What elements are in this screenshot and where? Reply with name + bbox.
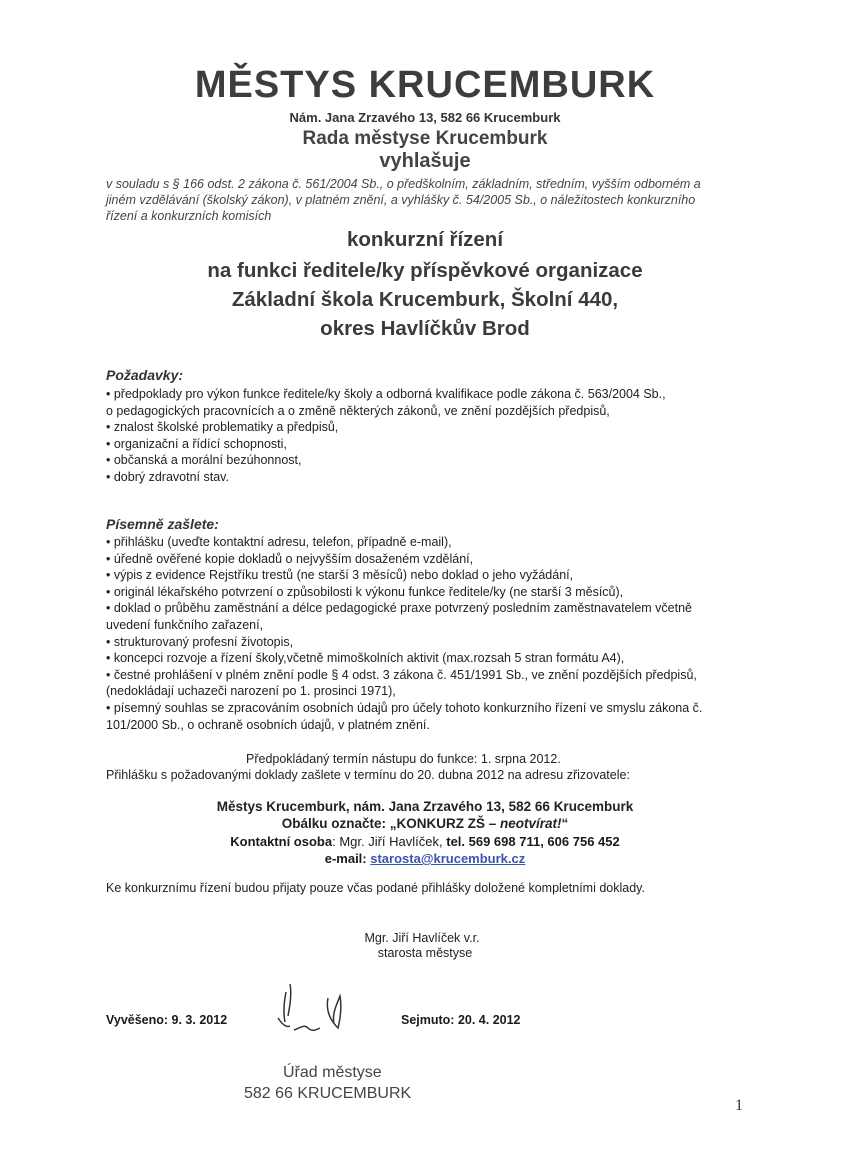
documents-list	[106, 534, 706, 733]
list-item: • písemný souhlas se zpracováním osobních údajů pro účely tohoto konkurzního řízení ve smyslu zákona č. 101/2000 Sb., o ochraně osobních údajů, v platném znění.	[106, 700, 706, 733]
list-item: • originál lékařského potvrzení o způsobilosti k výkonu funkce ředitele/ky (ne starší 3 měsíců),	[106, 584, 706, 601]
competition-line-1: konkurzní řízení	[346, 228, 504, 251]
list-item: • občanská a morální bezúhonnost,	[106, 452, 666, 469]
list-item: • dobrý zdravotní stav.	[106, 469, 666, 486]
council-name: Rada městyse Krucemburk	[302, 128, 548, 149]
email-link[interactable]: starosta@krucemburk.cz	[370, 851, 526, 866]
list-item: • organizační a řídící schopnosti,	[106, 436, 666, 453]
deadline-text: Přihlášku s požadovanými doklady zašlete v termínu do 20. dubna 2012 na adresu zřizovatele:	[106, 768, 630, 782]
list-item: • doklad o průběhu zaměstnání a délce pedagogické praxe potvrzený posledním zaměstnavatelem včetně uvedení funkčního zařazení,	[106, 600, 706, 633]
municipality-address: Nám. Jana Zrzavého 13, 582 66 Krucemburk	[289, 110, 561, 125]
contact-email-line: e-mail: starosta@krucemburk.cz	[324, 851, 526, 866]
page-title: MĚSTYS KRUCEMBURK	[194, 64, 656, 106]
announces-heading: vyhlašuje	[379, 150, 471, 172]
contact-address: Městys Krucemburk, nám. Jana Zrzavého 13, 582 66 Krucemburk	[216, 799, 634, 814]
requirements-list	[106, 386, 666, 486]
start-date-text: Předpokládaný termín nástupu do funkce: 1. srpna 2012.	[246, 752, 561, 766]
competition-line-4: okres Havlíčkův Brod	[320, 317, 530, 340]
signatory-role: starosta městyse	[377, 946, 473, 960]
list-item: • strukturovaný profesní životopis,	[106, 634, 706, 651]
stamp-line-2: 582 66 KRUCEMBURK	[244, 1085, 412, 1102]
list-item: • znalost školské problematiky a předpisů,	[106, 419, 666, 436]
list-item: • předpoklady pro výkon funkce ředitele/ky školy a odborná kvalifikace podle zákona č. 563/2004 Sb., o pedagogických pracovnících a o změně některých zákonů, ve znění pozdějších předpisů,	[106, 386, 666, 419]
contact-person: Kontaktní osoba: Mgr. Jiří Havlíček, tel. 569 698 711, 606 756 452	[230, 834, 620, 849]
list-item: • koncepci rozvoje a řízení školy,včetně mimoškolních aktivit (max.rozsah 5 stran formátu A4),	[106, 650, 706, 667]
completeness-note: Ke konkurznímu řízení budou přijaty pouze včas podané přihlášky doložené kompletními doklady.	[106, 881, 645, 895]
signatory-block	[0, 931, 850, 960]
handwritten-signature	[268, 978, 358, 1050]
posted-date: Vyvěšeno: 9. 3. 2012	[106, 1013, 228, 1027]
legal-basis-text: v souladu s § 166 odst. 2 zákona č. 561/2004 Sb., o předškolním, základním, středním, vyšším odborném a jiném vzdělávání (školský zákon), v platném znění, a vyhlášky č. 54/2005 Sb., o náležitostech konkurzního řízení a konkurzních komisích	[106, 177, 701, 223]
documents-title: Písemně zašlete:	[106, 516, 219, 532]
page-number: 1	[735, 1097, 743, 1114]
competition-line-2: na funkci ředitele/ky příspěvkové organizace	[207, 259, 643, 282]
removed-date: Sejmuto: 20. 4. 2012	[401, 1013, 521, 1027]
list-item: • přihlášku (uveďte kontaktní adresu, telefon, případně e-mail),	[106, 534, 706, 551]
signatory-name: Mgr. Jiří Havlíček v.r.	[364, 931, 480, 945]
competition-line-3: Základní škola Krucemburk, Školní 440,	[231, 288, 619, 311]
list-item: • výpis z evidence Rejstříku trestů (ne starší 3 měsíců) nebo doklad o jeho vyžádání,	[106, 567, 706, 584]
stamp-line-1: Úřad městyse	[283, 1064, 382, 1081]
requirements-title: Požadavky:	[106, 367, 184, 383]
list-item: • čestné prohlášení v plném znění podle § 4 odst. 3 zákona č. 451/1991 Sb., ve znění pozdějších předpisů, (nedokládají uchazeči narození po 1. prosinci 1971),	[106, 667, 706, 700]
list-item: • úředně ověřené kopie dokladů o nejvyšším dosaženém vzdělání,	[106, 551, 706, 568]
envelope-instructions: Obálku označte: „KONKURZ ZŠ – neotvírat!“	[281, 816, 569, 831]
